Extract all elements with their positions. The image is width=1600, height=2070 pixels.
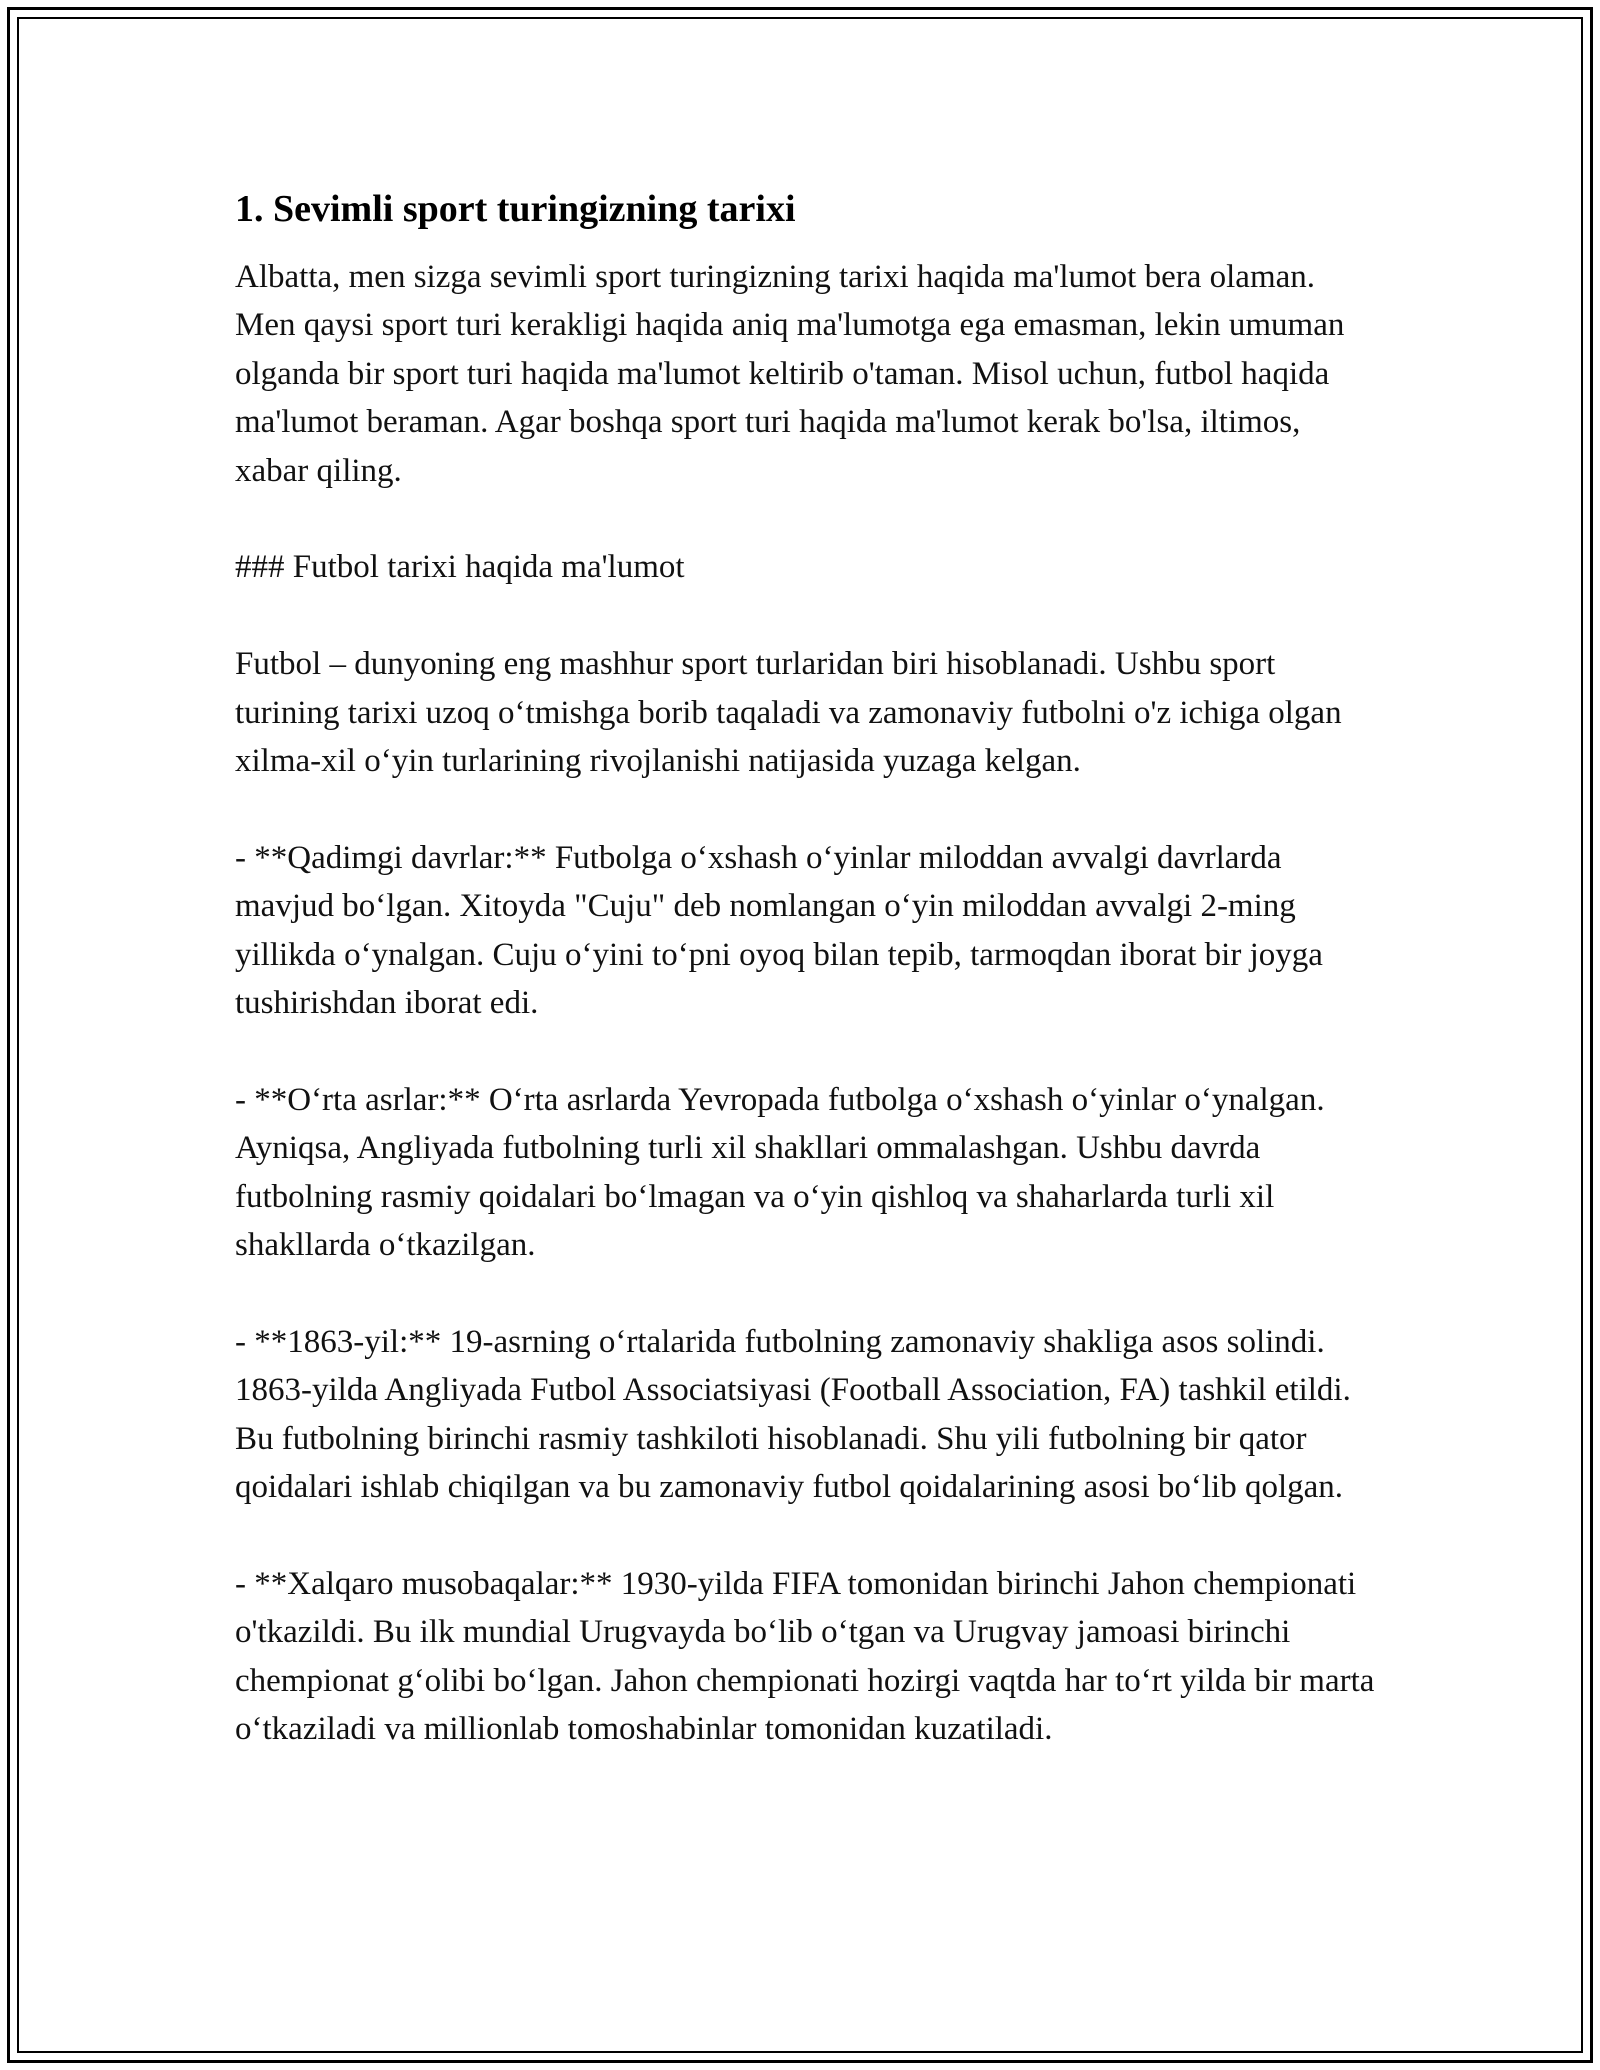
international-competitions-paragraph: - **Xalqaro musobaqalar:** 1930-yilda FIFA tomonidan birinchi Jahon chempionati o'tkazildi. Bu ilk mundial Urugvayda bo‘lib o‘tgan va Urugvay jamoasi birinchi chempionat g‘olibi bo‘lgan. Jahon chempionati hozirgi vaqtda har to‘rt yilda bir marta o‘tkaziladi va millionlab tomoshabinlar tomonidan kuzatiladi.	[235, 1565, 1375, 1748]
intro-paragraph: Albatta, men sizga sevimli sport turingizning tarixi haqida ma'lumot bera olaman. Men qaysi sport turi kerakligi haqida aniq ma'lumotga ega emasman, lekin umuman olganda bir sport turi haqida ma'lumot keltirib o'taman. Misol uchun, futbol haqida ma'lumot beraman. Agar boshqa sport turi haqida ma'lumot kerak bo'lsa, iltimos, xabar qiling.	[235, 259, 1345, 489]
middle-ages-paragraph: - **O‘rta asrlar:** O‘rta asrlarda Yevropada futbolga o‘xshash o‘yinlar o‘ynalgan. Ayniqsa, Angliyada futbolning turli xil shakllari ommalashgan. Ushbu davrda futbolning rasmiy qoidalari bo‘lmagan va o‘yin qishloq va shaharlarda turli xil shakllarda o‘tkazilgan.	[235, 1081, 1325, 1264]
ancient-era-paragraph: - **Qadimgi davrlar:** Futbolga o‘xshash o‘yinlar miloddan avvalgi davrlarda mavjud bo‘lgan. Xitoyda "Cuju" deb nomlangan o‘yin miloddan avvalgi 2-ming yillikda o‘ynalgan. Cuju o‘yini to‘pni oyoq bilan tepib, tarmoqdan iborat bir joyga tushirishdan iborat edi.	[235, 839, 1323, 1022]
section-heading-text: ### Futbol tarixi haqida ma'lumot	[235, 549, 685, 586]
futbol-overview-paragraph: Futbol – dunyoning eng mashhur sport turlaridan biri hisoblanadi. Ushbu sport turining tarixi uzoq o‘tmishga borib taqaladi va zamonaviy futbolni o'z ichiga olgan xilma-xil o‘yin turlarining rivojlanishi natijasida yuzaga kelgan.	[235, 646, 1342, 780]
year-1863-paragraph: - **1863-yil:** 19-asrning o‘rtalarida futbolning zamonaviy shakliga asos solindi. 1863-yilda Angliyada Futbol Associatsiyasi (Football Association, FA) tashkil etildi. Bu futbolning birinchi rasmiy tashkiloti hisoblanadi. Shu yili futbolning bir qator qoidalari ishlab chiqilgan va bu zamonaviy futbol qoidalarining asosi bo‘lib qolgan.	[235, 1323, 1351, 1506]
document-body	[235, 185, 1375, 1802]
document-title: 1. Sevimli sport turingizning tarixi	[235, 188, 796, 230]
